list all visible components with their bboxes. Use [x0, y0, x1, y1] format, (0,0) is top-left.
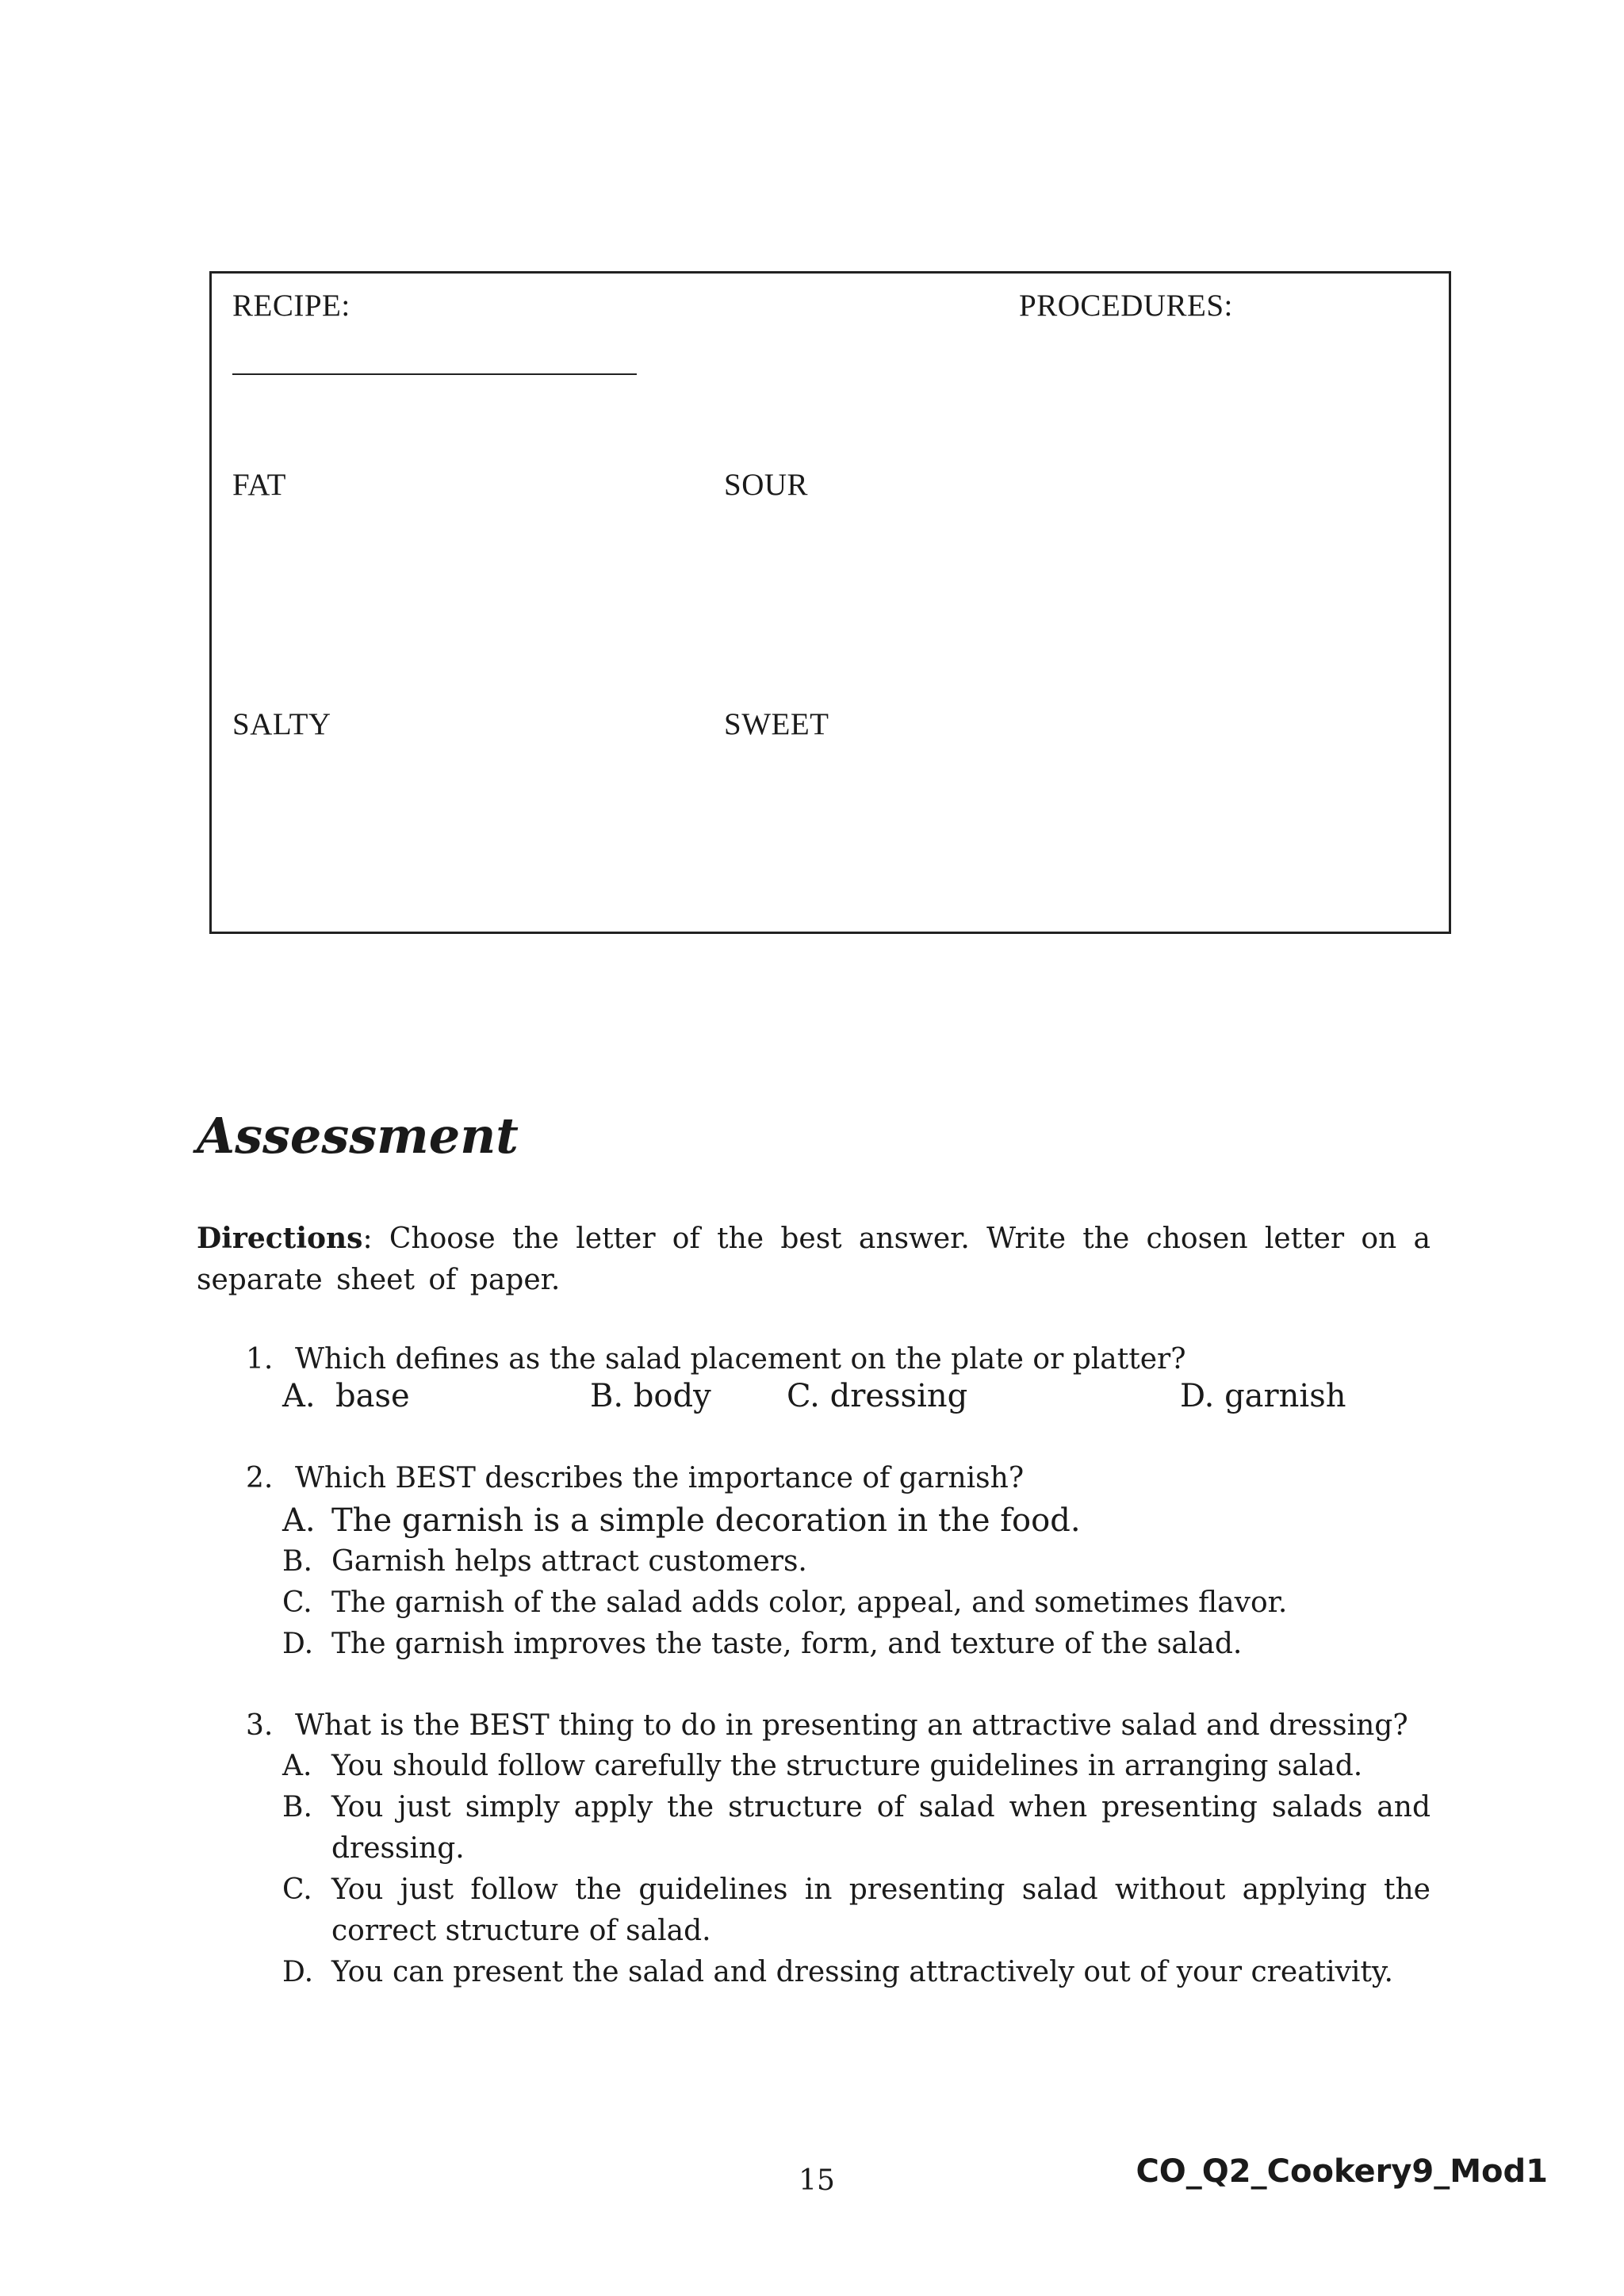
directions-text: : Choose the letter of the best answer. Write the chosen letter on a separate sheet of paper. [197, 1223, 1431, 1296]
option-text: You can present the salad and dressing attractively out of your creativity. [331, 1956, 1393, 1988]
option-text: garnish [1224, 1378, 1346, 1414]
assessment-heading: Assessment [197, 1107, 519, 1165]
option-a [282, 1746, 1431, 1787]
option-text: base [335, 1378, 410, 1414]
option-c [282, 1582, 1431, 1624]
question-stem: Which defines as the salad placement on the plate or platter? [295, 1343, 1186, 1376]
option-d [282, 1624, 1431, 1665]
option-b [590, 1378, 711, 1414]
directions-paragraph [197, 1218, 1431, 1301]
question-2-options [282, 1500, 1431, 1665]
option-text: You just follow the guidelines in presenting salad without applying the correct structure of salad. [331, 1873, 1431, 1947]
option-letter: A. [282, 1378, 316, 1414]
page-number: 15 [799, 2164, 835, 2197]
sour-label: SOUR [724, 468, 809, 502]
fat-label: FAT [232, 468, 286, 502]
option-a [282, 1500, 1431, 1541]
question-number: 1. [246, 1343, 274, 1376]
option-letter: A. [282, 1750, 312, 1782]
question-3 [246, 1709, 1435, 1742]
option-b [282, 1541, 1431, 1582]
module-code: CO_Q2_Cookery9_Mod1 [1136, 2153, 1548, 2190]
option-text: You just simply apply the structure of salad when presenting salads and dressing. [331, 1791, 1431, 1865]
question-2 [246, 1462, 1435, 1494]
question-3-options [282, 1746, 1431, 1993]
question-stem: Which BEST describes the importance of garnish? [295, 1462, 1025, 1494]
option-text: The garnish is a simple decoration in the food. [331, 1502, 1081, 1539]
procedures-label: PROCEDURES: [1019, 289, 1233, 323]
option-text: You should follow carefully the structure guidelines in arranging salad. [331, 1750, 1363, 1782]
option-letter: C. [282, 1873, 312, 1906]
option-letter: B. [282, 1545, 312, 1578]
option-letter: B. [282, 1791, 312, 1823]
option-c [282, 1869, 1431, 1952]
option-letter: D. [1180, 1378, 1215, 1414]
option-text: dressing [829, 1378, 968, 1414]
option-text: The garnish improves the taste, form, and texture of the salad. [331, 1628, 1243, 1660]
option-letter: D. [282, 1956, 314, 1988]
recipe-box [209, 271, 1451, 934]
question-number: 2. [246, 1462, 274, 1494]
option-text: Garnish helps attract customers. [331, 1545, 807, 1578]
option-letter: C. [787, 1378, 820, 1414]
question-number: 3. [246, 1709, 274, 1742]
question-stem: What is the BEST thing to do in presenting an attractive salad and dressing? [295, 1709, 1408, 1742]
sweet-label: SWEET [724, 707, 829, 741]
option-d [1180, 1378, 1346, 1414]
option-letter: B. [590, 1378, 624, 1414]
option-letter: C. [282, 1586, 312, 1619]
option-d [282, 1952, 1431, 1993]
question-1-options [282, 1378, 1472, 1425]
salty-label: SALTY [232, 707, 331, 741]
directions-label: Directions [197, 1222, 363, 1255]
option-a [282, 1378, 410, 1414]
option-c [787, 1378, 967, 1414]
option-text: The garnish of the salad adds color, appeal, and sometimes flavor. [331, 1586, 1288, 1619]
question-1 [246, 1343, 1435, 1376]
option-text: body [633, 1378, 711, 1414]
option-letter: D. [282, 1628, 314, 1660]
recipe-name-line [232, 373, 637, 375]
option-b [282, 1787, 1431, 1869]
option-letter: A. [282, 1502, 316, 1539]
recipe-label: RECIPE: [232, 289, 350, 323]
